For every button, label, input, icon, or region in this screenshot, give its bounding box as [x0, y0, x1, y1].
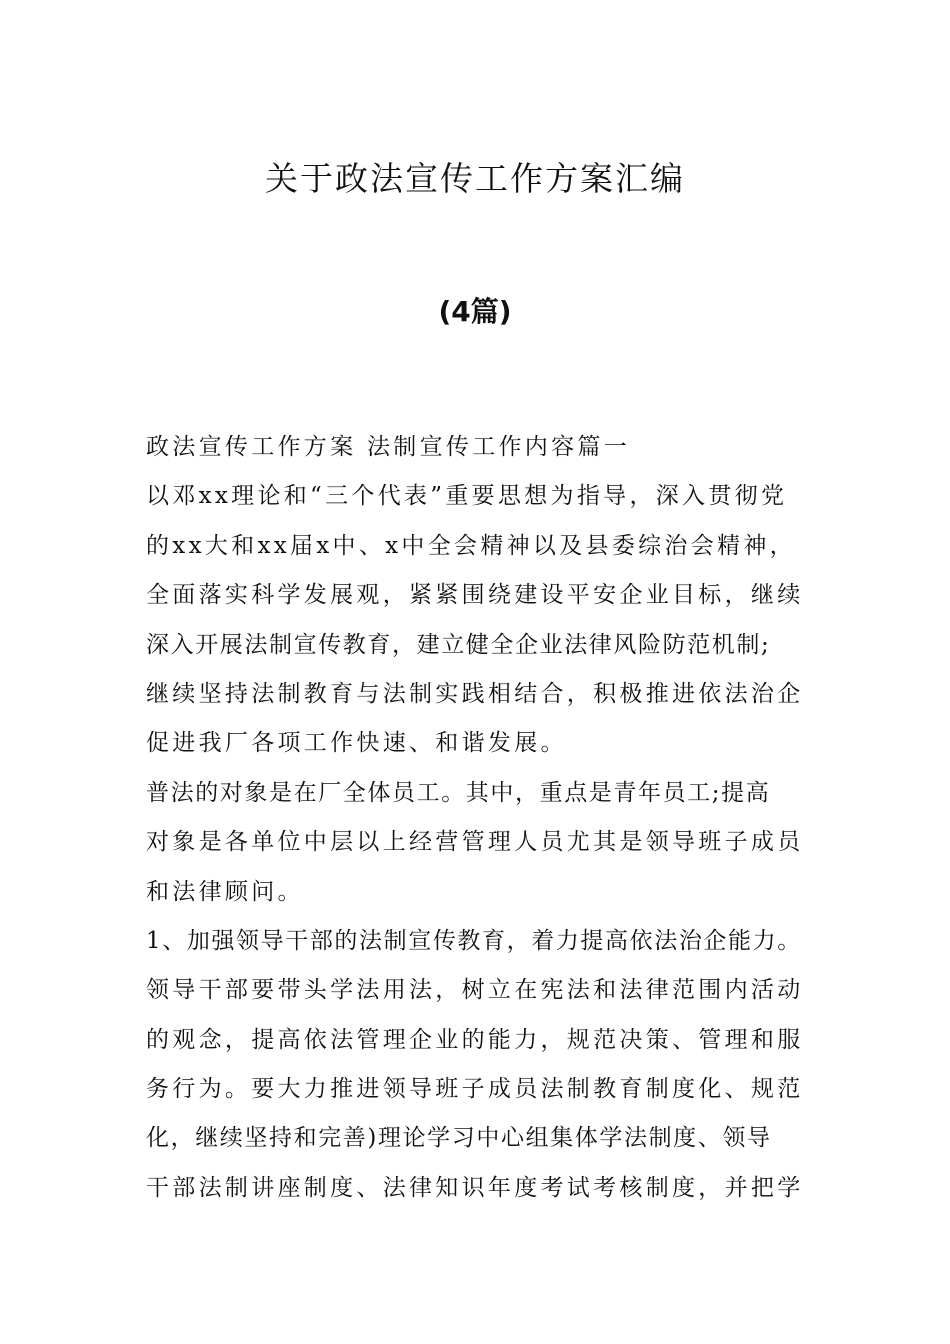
body-line: 领导干部要带头学法用法，树立在宪法和法律范围内活动 [146, 977, 804, 1004]
body-line: 对象是各单位中层以上经营管理人员尤其是领导班子成员 [146, 829, 804, 856]
body-line: 化，继续坚持和完善)理论学习中心组集体学法制度、领导 [146, 1125, 772, 1152]
body-line: 以邓xx理论和“三个代表”重要思想为指导，深入贯彻党 [146, 483, 788, 510]
body-line: 1、加强领导干部的法制宣传教育，着力提高依法治企能力。 [146, 927, 802, 954]
body-line: 的xx大和xx届x中、x中全会精神以及县委综治会精神， [146, 532, 796, 559]
body-line: 促进我厂各项工作快速、和谐发展。 [146, 730, 567, 757]
body-line: 深入开展法制宣传教育，建立健全企业法律风险防范机制; [146, 631, 771, 658]
body-line: 全面落实科学发展观，紧紧围绕建设平安企业目标，继续 [146, 582, 804, 609]
body-line: 干部法制讲座制度、法律知识年度考试考核制度，并把学 [146, 1174, 804, 1201]
body-line: 和法律顾问。 [146, 878, 304, 905]
body-line: 的观念，提高依法管理企业的能力，规范决策、管理和服 [146, 1026, 804, 1053]
body-line: 普法的对象是在厂全体员工。其中，重点是青年员工;提高 [146, 779, 771, 806]
body-line: 政法宣传工作方案 法制宣传工作内容篇一 [146, 434, 631, 460]
body-line: 务行为。要大力推进领导班子成员法制教育制度化、规范 [146, 1076, 804, 1103]
document-title: 关于政法宣传工作方案汇编 [265, 159, 685, 198]
body-line: 继续坚持法制教育与法制实践相结合，积极推进依法治企 [146, 680, 804, 707]
document-subtitle: (4篇) [438, 295, 512, 328]
document-body [146, 423, 846, 1213]
